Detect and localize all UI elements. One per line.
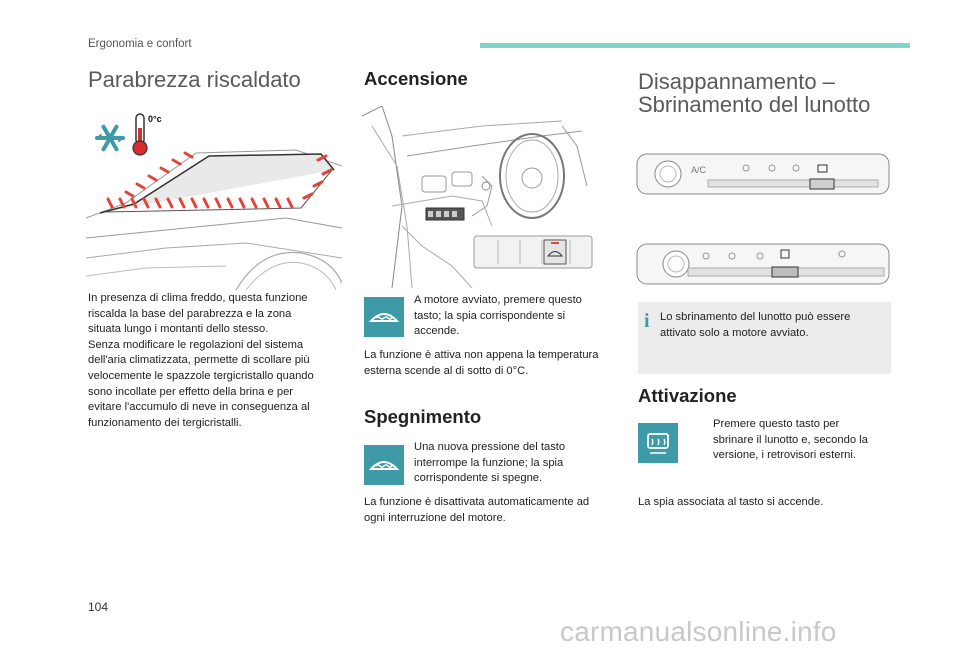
section-accent-bar xyxy=(480,43,910,48)
title-heated-windscreen: Parabrezza riscaldato xyxy=(88,67,301,92)
heated-windscreen-description: In presenza di clima freddo, questa funzione riscalda la base del parabrezza e la zona situata lungo i montanti dello stesso. Senza modificare le regolazioni del sistema dell'aria climatizzata, permette di scollare più velocemente le spazzole tergicristallo quando sono incollate per effetto della brina e per evitare l'accumulo di neve in conseguenza al funzionamento dei tergicristalli. xyxy=(88,292,314,429)
title-spegnimento: Spegnimento xyxy=(364,406,482,427)
dashboard-illustration xyxy=(362,106,594,288)
snowflake-icon xyxy=(97,127,123,150)
heated-windscreen-off-icon xyxy=(364,445,404,485)
ac-label: A/C xyxy=(691,165,707,175)
accensione-instruction: A motore avviato, premere questo tasto; la spia corrispondente si accende. xyxy=(414,294,582,338)
attivazione-final: La spia associata al tasto si accende. xyxy=(638,496,824,508)
title-attivazione: Attivazione xyxy=(638,385,737,406)
title-rear-demist: Disappannamento – Sbrinamento del lunotto xyxy=(638,69,871,117)
section-header: Ergonomia e confort xyxy=(88,38,192,50)
info-text: Lo sbrinamento del lunotto può essere attivato solo a motore avviato. xyxy=(660,311,851,339)
thermometer-icon xyxy=(133,114,147,155)
watermark: carmanualsonline.info xyxy=(560,616,837,647)
rear-window-heat-icon xyxy=(638,423,678,463)
attivazione-instruction: Premere questo tasto per sbrinare il lunotto e, secondo la versione, i retrovisori esterni. xyxy=(713,418,868,462)
info-icon: i xyxy=(644,310,650,332)
climate-panel-auto xyxy=(636,240,892,288)
rear-demist-button-icon xyxy=(638,423,678,463)
thermometer-label: 0°c xyxy=(148,114,162,124)
heated-windscreen-illustration xyxy=(86,108,342,290)
climate-panel-manual xyxy=(636,150,892,198)
windscreen-heat-icon xyxy=(364,445,404,485)
windscreen-heat-icon xyxy=(364,297,404,337)
page-number: 104 xyxy=(88,600,109,614)
title-accensione: Accensione xyxy=(364,68,468,89)
heated-windscreen-button-icon xyxy=(364,297,404,337)
accensione-description: La funzione è attiva non appena la temperatura esterna scende al di sotto di 0°C. xyxy=(364,349,599,377)
spegnimento-description: La funzione è disattivata automaticamente ad ogni interruzione del motore. xyxy=(364,496,590,524)
info-box xyxy=(638,302,891,374)
spegnimento-instruction: Una nuova pressione del tasto interrompe la funzione; la spia corrispondente si spegne. xyxy=(414,441,566,485)
